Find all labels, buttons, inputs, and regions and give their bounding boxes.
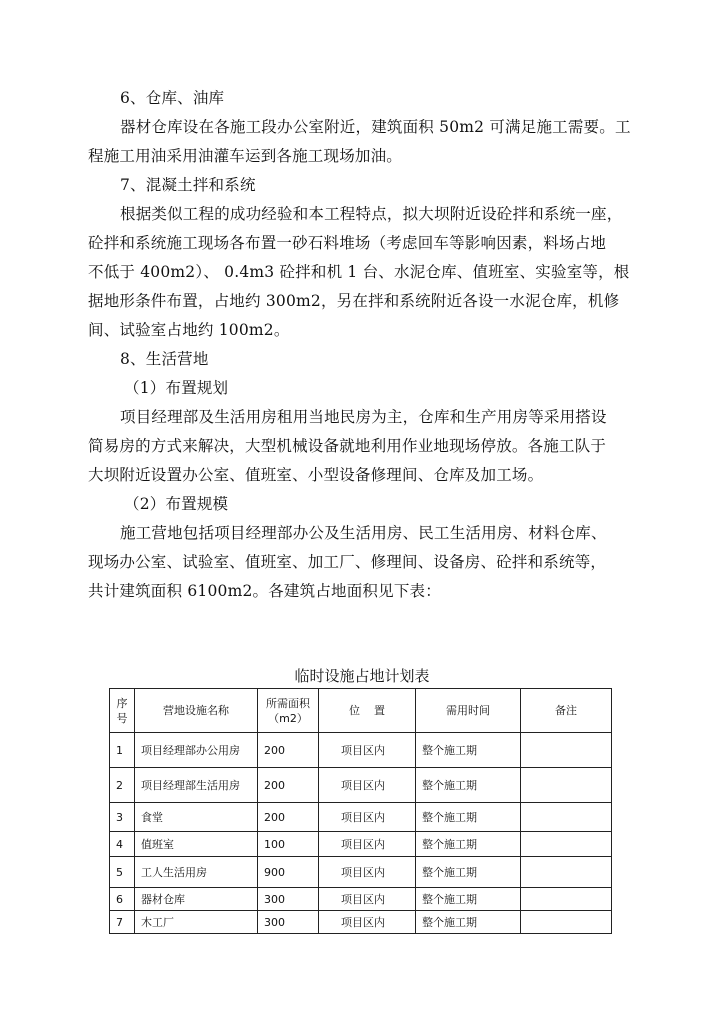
cell-no: 4 — [110, 832, 135, 857]
section-heading-warehouse: 6、仓库、油库 — [120, 89, 225, 107]
facility-table — [109, 688, 612, 934]
paragraph-line: 间、试验室占地约 100m2。 — [88, 321, 290, 339]
cell-area: 300 — [258, 911, 319, 934]
paragraph-line: 项目经理部及生活用房租用当地民房为主，仓库和生产用房等采用搭设 — [120, 408, 607, 426]
cell-remark — [521, 857, 612, 888]
cell-remark — [521, 768, 612, 803]
cell-no: 6 — [110, 888, 135, 911]
paragraph-line: 共计建筑面积 6100m2。各建筑占地面积见下表： — [88, 582, 441, 600]
cell-area: 200 — [258, 733, 319, 768]
table-row — [110, 857, 612, 888]
paragraph-line: 砼拌和系统施工现场各布置一砂石料堆场（考虑回车等影响因素，料场占地 — [88, 234, 607, 252]
table-row — [110, 832, 612, 857]
cell-area: 200 — [258, 768, 319, 803]
cell-location: 项目区内 — [319, 888, 416, 911]
cell-no: 2 — [110, 768, 135, 803]
col-header-area: 所需面积 （m2） — [258, 689, 319, 733]
cell-name: 工人生活用房 — [135, 857, 258, 888]
paragraph-line: 现场办公室、试验室、值班室、加工厂、修理间、设备房、砼拌和系统等， — [88, 553, 607, 571]
cell-period: 整个施工期 — [416, 857, 521, 888]
cell-remark — [521, 832, 612, 857]
section-heading-camp: 8、生活营地 — [120, 350, 209, 368]
cell-name: 食堂 — [135, 803, 258, 832]
cell-remark — [521, 733, 612, 768]
cell-no: 1 — [110, 733, 135, 768]
cell-remark — [521, 803, 612, 832]
cell-area: 300 — [258, 888, 319, 911]
paragraph-line: 根据类似工程的成功经验和本工程特点，拟大坝附近设砼拌和系统一座， — [120, 205, 623, 223]
table-row — [110, 911, 612, 934]
paragraph-line: 大坝附近设置办公室、值班室、小型设备修理间、仓库及加工场。 — [88, 466, 544, 484]
paragraph-line: 施工营地包括项目经理部办公及生活用房、民工生活用房、材料仓库、 — [120, 524, 607, 542]
subsection-heading-plan: （1）布置规划 — [124, 379, 229, 397]
cell-period: 整个施工期 — [416, 888, 521, 911]
cell-location: 项目区内 — [319, 768, 416, 803]
cell-name: 项目经理部生活用房 — [135, 768, 258, 803]
cell-location: 项目区内 — [319, 733, 416, 768]
cell-name: 器材仓库 — [135, 888, 258, 911]
table-row — [110, 733, 612, 768]
cell-no: 3 — [110, 803, 135, 832]
paragraph-line: 简易房的方式来解决，大型机械设备就地利用作业地现场停放。各施工队于 — [88, 437, 607, 455]
table-header-row — [110, 689, 612, 733]
cell-area: 200 — [258, 803, 319, 832]
section-heading-concrete: 7、混凝土拌和系统 — [120, 176, 256, 194]
cell-area: 100 — [258, 832, 319, 857]
cell-no: 5 — [110, 857, 135, 888]
cell-location: 项目区内 — [319, 857, 416, 888]
col-header-location: 位 置 — [319, 689, 416, 733]
col-header-period: 需用时间 — [416, 689, 521, 733]
cell-remark — [521, 911, 612, 934]
cell-name: 项目经理部办公用房 — [135, 733, 258, 768]
cell-no: 7 — [110, 911, 135, 934]
table-row — [110, 888, 612, 911]
paragraph-line: 不低于 400m2）、 0.4m3 砼拌和机 1 台、水泥仓库、值班室、实验室等，根 — [88, 263, 630, 281]
cell-location: 项目区内 — [319, 803, 416, 832]
col-header-name: 营地设施名称 — [135, 689, 258, 733]
cell-remark — [521, 888, 612, 911]
subsection-heading-scale: （2）布置规模 — [124, 495, 229, 513]
paragraph-line: 程施工用油采用油灌车运到各施工现场加油。 — [88, 147, 403, 165]
col-header-no: 序 号 — [110, 689, 135, 733]
cell-period: 整个施工期 — [416, 832, 521, 857]
cell-period: 整个施工期 — [416, 911, 521, 934]
paragraph-line: 器材仓库设在各施工段办公室附近，建筑面积 50m2 可满足施工需要。工 — [120, 118, 631, 136]
cell-period: 整个施工期 — [416, 733, 521, 768]
cell-location: 项目区内 — [319, 911, 416, 934]
cell-period: 整个施工期 — [416, 768, 521, 803]
table-title: 临时设施占地计划表 — [294, 667, 430, 685]
cell-name: 木工厂 — [135, 911, 258, 934]
cell-area: 900 — [258, 857, 319, 888]
col-header-remark: 备注 — [521, 689, 612, 733]
cell-name: 值班室 — [135, 832, 258, 857]
table-row — [110, 768, 612, 803]
cell-period: 整个施工期 — [416, 803, 521, 832]
table-row — [110, 803, 612, 832]
paragraph-line: 据地形条件布置，占地约 300m2，另在拌和系统附近各设一水泥仓库，机修 — [88, 292, 620, 310]
cell-location: 项目区内 — [319, 832, 416, 857]
